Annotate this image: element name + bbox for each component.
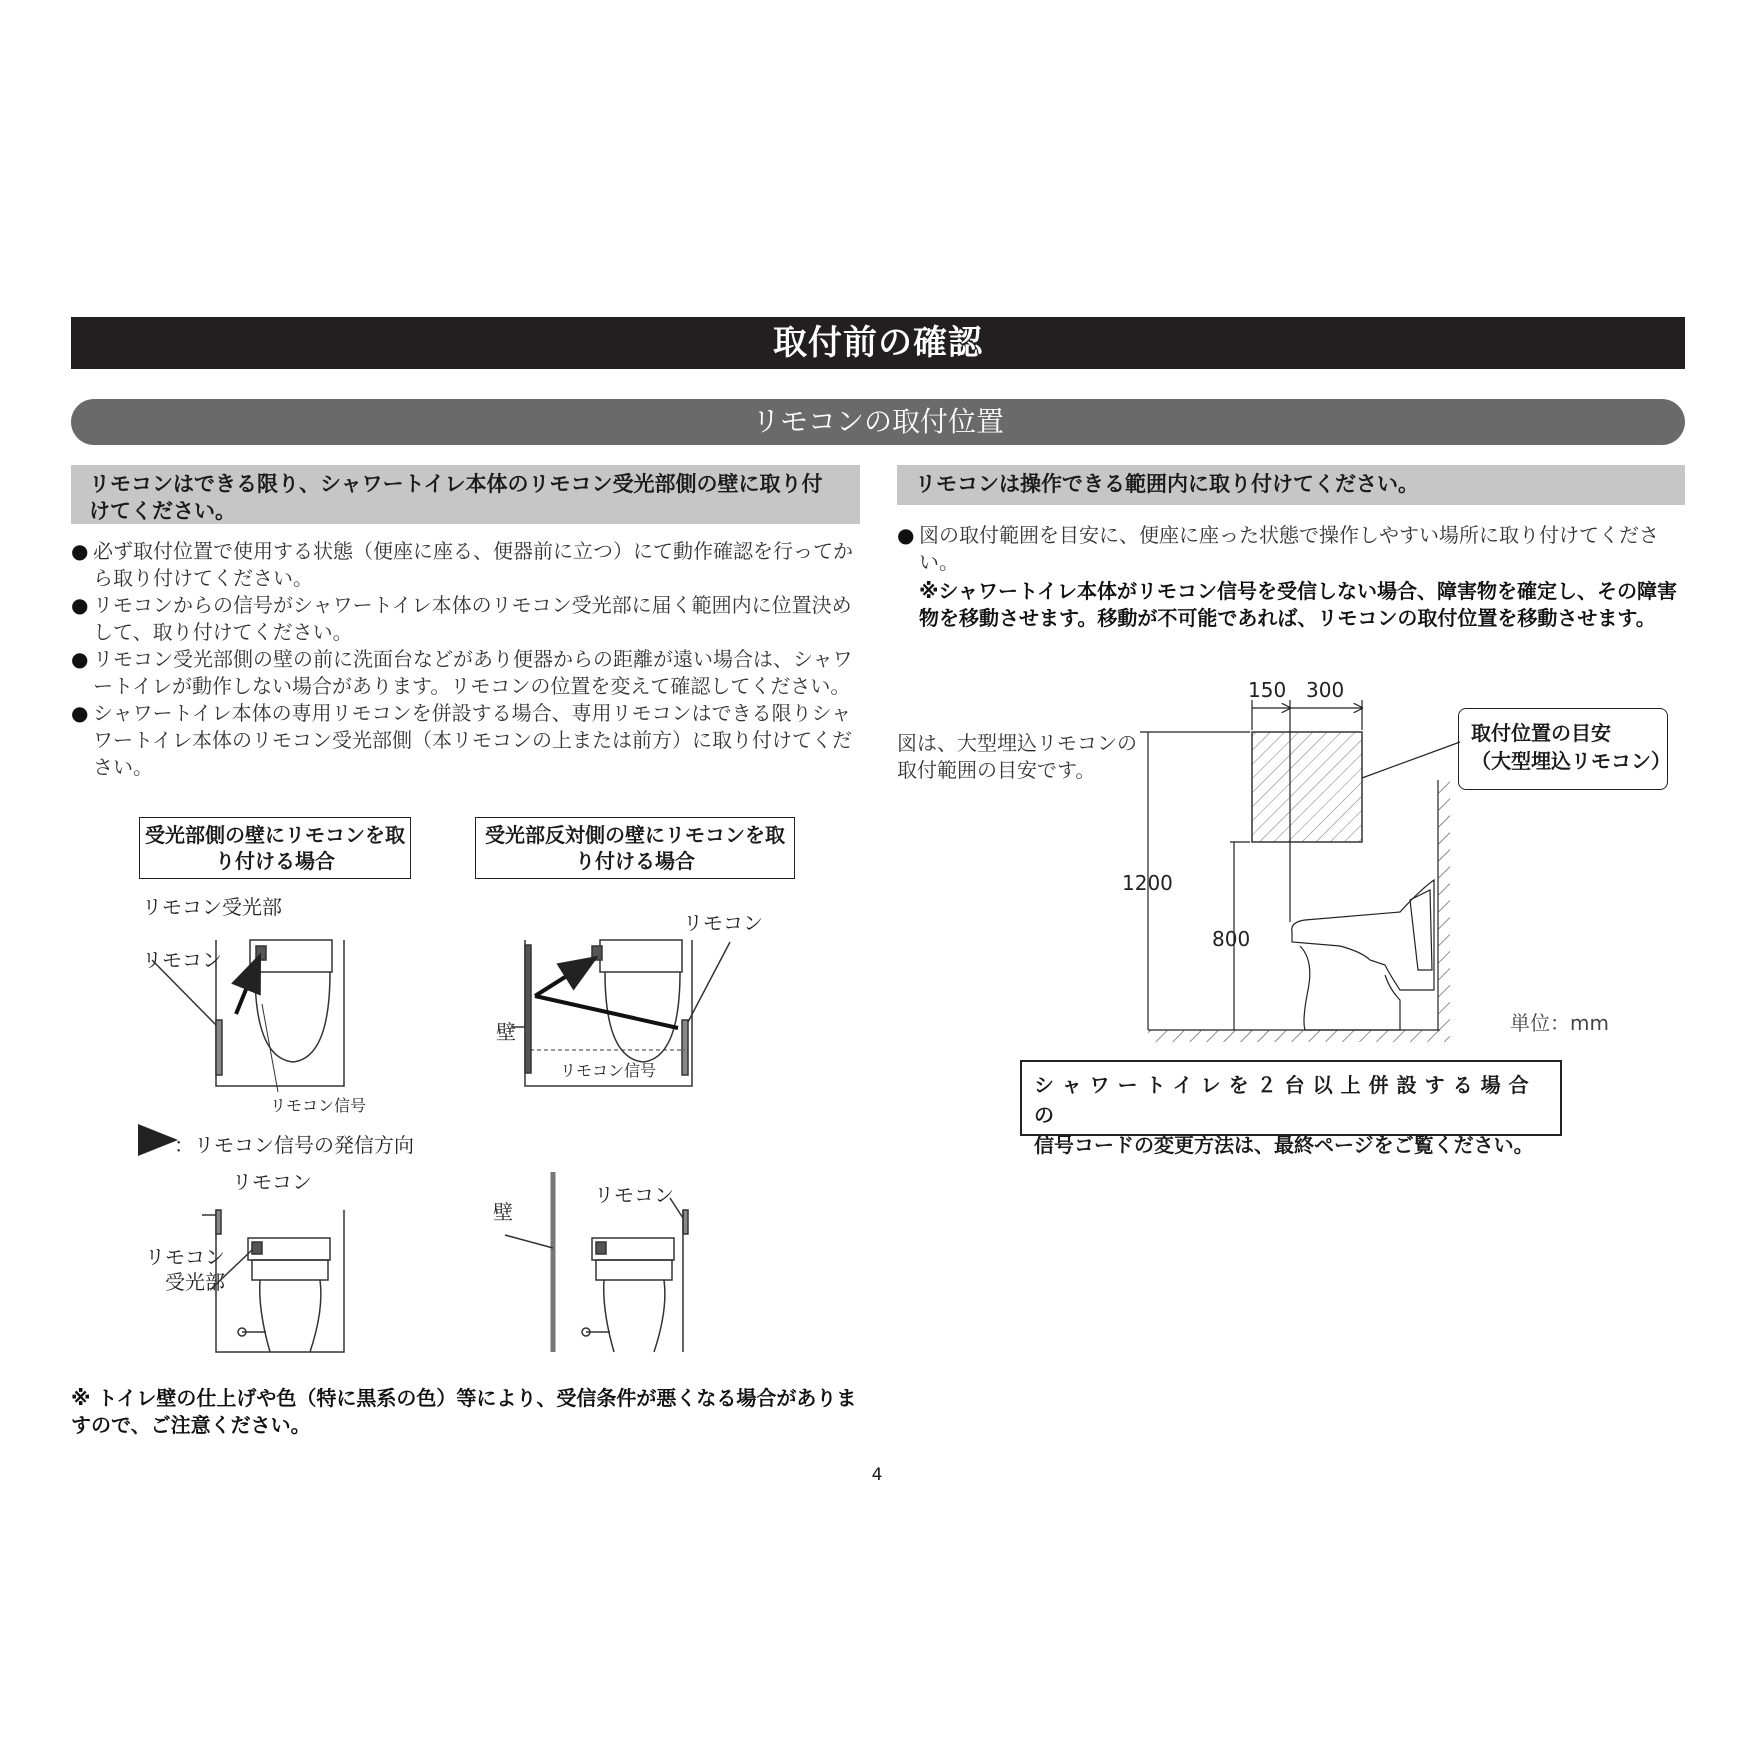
section-title: リモコンの取付位置 xyxy=(751,405,1004,438)
title-bar xyxy=(71,317,1685,369)
bullet-icon: ● xyxy=(71,539,89,563)
left-subhead: リモコンはできる限り、シャワートイレ本体のリモコン受光部側の壁に取り付けてください。 xyxy=(71,465,860,524)
case-a-box: 受光部側の壁にリモコンを取り付ける場合 xyxy=(139,817,411,879)
warning-note: ※シャワートイレ本体がリモコン信号を受信しない場合、障害物を確定し、その障害物を移動させます。移動が不可能であれば、リモコンの取付位置を移動させます。 xyxy=(919,579,1678,630)
label-remote-b: リモコン xyxy=(683,911,763,935)
footnote: ※ トイレ壁の仕上げや色（特に黒系の色）等により、受信条件が悪くなる場合がありますので、ご注意ください。 xyxy=(71,1386,857,1437)
label-wall-b: 壁 xyxy=(496,1020,516,1044)
notice-line2: 信号コードの変更方法は、最終ページをご覧ください。 xyxy=(1034,1133,1534,1157)
page-number: 4 xyxy=(871,1465,883,1485)
remote-placement-diagram xyxy=(130,880,830,1360)
dim-300: 300 xyxy=(1306,678,1345,702)
list-item: ● 必ず取付位置で使用する状態（便座に座る、便器前に立つ）にて動作確認を行ってから取り付けてください。 xyxy=(71,539,853,590)
dim-1200: 1200 xyxy=(1122,871,1173,895)
diagram-note: 図は、大型埋込リモコンの取付範囲の目安です。 xyxy=(897,731,1137,782)
bullet-icon: ● xyxy=(71,593,89,617)
list-item: ● 図の取付範囲を目安に、便座に座った状態で操作しやすい場所に取り付けてください。 xyxy=(897,523,1659,574)
bullet-icon: ● xyxy=(71,701,89,725)
legend-text: ：リモコン信号の発信方向 xyxy=(174,1133,414,1157)
label-remote-d: リモコン xyxy=(594,1183,674,1207)
dim-150: 150 xyxy=(1248,678,1287,702)
label-remote-c: リモコン xyxy=(232,1170,312,1194)
callout-box xyxy=(1458,708,1671,790)
right-subhead: リモコンは操作できる範囲内に取り付けてください。 xyxy=(897,465,1685,505)
list-item: ● リモコン受光部側の壁の前に洗面台などがあり便器からの距離が遠い場合は、シャワートイレが動作しない場合があります。リモコンの位置を変えて確認してください。 xyxy=(71,647,853,698)
notice-box xyxy=(1020,1060,1562,1157)
case-b-box: 受光部反対側の壁にリモコンを取り付ける場合 xyxy=(475,817,795,879)
page-title: 取付前の確認 xyxy=(773,323,983,363)
list-item: ● リモコンからの信号がシャワートイレ本体のリモコン受光部に届く範囲内に位置決めして、取り付けてください。 xyxy=(71,593,852,644)
list-item: ● シャワートイレ本体の専用リモコンを併設する場合、専用リモコンはできる限りシャワートイレ本体のリモコン受光部側（本リモコンの上または前方）に取り付けてください。 xyxy=(71,701,852,779)
bullet-icon: ● xyxy=(71,647,89,671)
right-bullet-list xyxy=(897,522,1687,632)
label-signal-b: リモコン信号 xyxy=(560,1061,657,1080)
unit-label: 単位：mm xyxy=(1510,1011,1609,1035)
callout-line2: （大型埋込リモコン） xyxy=(1471,749,1671,773)
label-receiver: リモコン受光部 xyxy=(142,895,282,919)
label-receiver-line2: 受光部 xyxy=(165,1270,225,1294)
callout-line1: 取付位置の目安 xyxy=(1471,721,1611,745)
notice-line1: シャワートイレを２台以上併設する場合の xyxy=(1034,1073,1537,1127)
section-bar xyxy=(71,399,1685,445)
label-receiver-line1: リモコン xyxy=(145,1245,225,1269)
bullet-icon: ● xyxy=(897,523,915,547)
dim-800: 800 xyxy=(1212,927,1251,951)
left-bullet-list xyxy=(71,538,863,781)
label-signal-a: リモコン信号 xyxy=(270,1096,367,1115)
label-wall-d: 壁 xyxy=(493,1200,513,1224)
label-remote-a: リモコン xyxy=(142,948,222,972)
